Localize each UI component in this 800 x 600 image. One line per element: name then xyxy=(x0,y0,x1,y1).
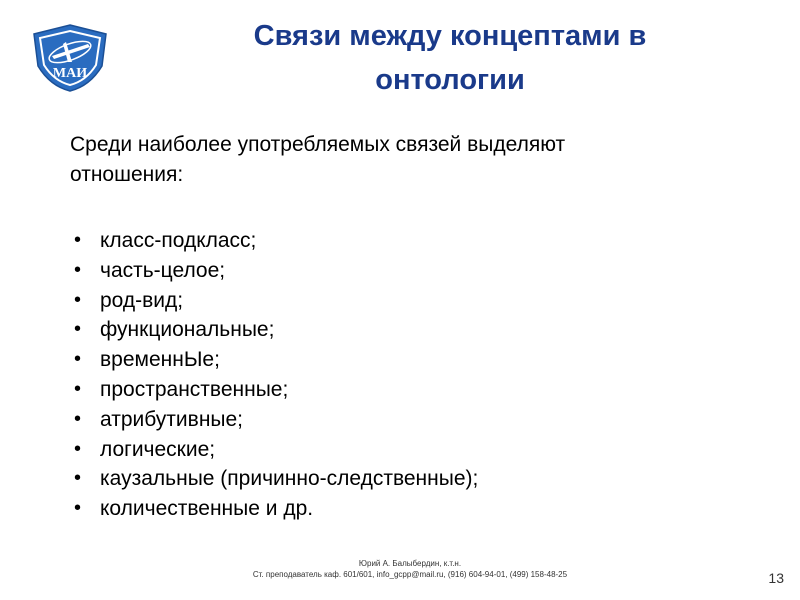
list-item xyxy=(72,345,478,375)
title-line-2: онтологии xyxy=(375,64,525,96)
bullet-icon: • xyxy=(74,258,82,281)
intro-text xyxy=(70,130,750,190)
list-item xyxy=(72,494,478,524)
list-item-text: пространственные; xyxy=(100,377,289,401)
page-number: 13 xyxy=(768,570,784,586)
list-item-text: каузальные (причинно-следственные); xyxy=(100,467,479,491)
list-item xyxy=(72,256,478,286)
bullet-icon: • xyxy=(74,377,82,400)
list-item-text: логические; xyxy=(100,437,216,461)
bullet-icon: • xyxy=(74,348,82,371)
bullet-icon: • xyxy=(74,407,82,430)
bullet-icon: • xyxy=(74,229,82,251)
list-item-text: род-вид; xyxy=(100,288,184,312)
bullet-icon: • xyxy=(74,497,82,520)
list-item xyxy=(72,375,478,405)
bullet-icon: • xyxy=(74,318,82,341)
list-item xyxy=(72,315,478,345)
list-item-text: временнЫе; xyxy=(100,348,220,372)
list-item xyxy=(72,226,478,256)
mai-logo-icon xyxy=(30,22,110,94)
footer-credits xyxy=(180,558,640,580)
list-item-text: класс-подкласс; xyxy=(100,229,257,252)
bullet-icon: • xyxy=(74,437,82,460)
logo-text: МАИ xyxy=(52,66,88,81)
page-title xyxy=(170,14,730,102)
list-item xyxy=(72,405,478,435)
relations-list xyxy=(72,226,478,524)
title-line-1: Связи между концептами в xyxy=(253,20,647,52)
list-item-text: количественные и др. xyxy=(100,497,314,521)
bullet-icon: • xyxy=(74,467,82,490)
footer-contacts: Ст. преподаватель каф. 601/601, info_gcpp@mail.ru, (916) 604-94-01, (499) 158-48-25 xyxy=(252,570,568,579)
footer-author: Юрий А. Балыбердин, к.т.н. xyxy=(358,559,462,568)
intro-line-2: отношения: xyxy=(70,163,184,186)
list-item-text: функциональные; xyxy=(100,318,275,342)
list-item xyxy=(72,286,478,316)
list-item-text: атрибутивные; xyxy=(100,407,244,431)
list-item-text: часть-целое; xyxy=(100,258,226,282)
list-item xyxy=(72,464,478,494)
list-item xyxy=(72,435,478,465)
bullet-icon: • xyxy=(74,288,82,311)
intro-line-1: Среди наиболее употребляемых связей выделяют xyxy=(70,133,566,156)
